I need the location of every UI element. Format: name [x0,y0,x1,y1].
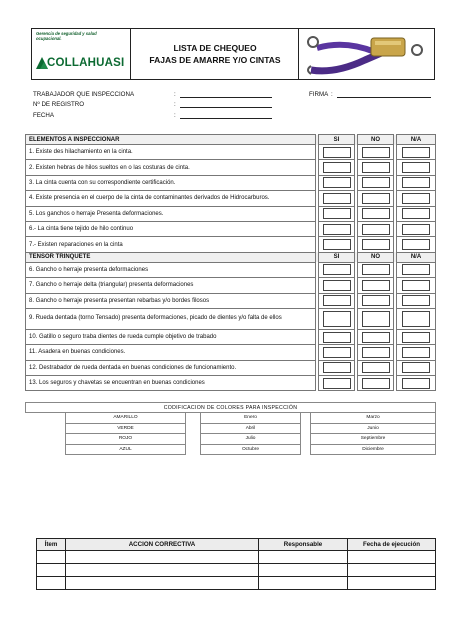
color-row [26,434,436,445]
item-cell[interactable] [37,551,66,564]
checklist-item-text: 2. Existen hebras de hilos sueltos en o las costuras de cinta. [26,160,316,175]
corrective-action-table [36,538,436,590]
color-name: VERDE [66,423,186,434]
color-month-2: Marzo [311,413,436,424]
date-cell[interactable] [348,551,436,564]
yes-checkbox[interactable] [323,162,351,173]
responsible-cell[interactable] [259,551,348,564]
color-coding-table [25,402,436,455]
registry-label: Nº DE REGISTRO [33,101,85,108]
checklist-row [26,262,436,277]
action-cell[interactable] [66,564,259,577]
inspector-label: TRABAJADOR QUE INSPECCIONA [33,91,135,98]
date-colon: : [174,112,176,119]
responsible-cell[interactable] [259,564,348,577]
color-month-1: Julio [201,434,301,445]
na-checkbox[interactable] [402,362,430,373]
checklist-row [26,293,436,308]
date-field[interactable] [180,118,272,119]
checklist-row [26,345,436,360]
col-yes-header: SI [319,252,355,262]
responsible-cell[interactable] [259,577,348,590]
no-checkbox[interactable] [362,147,390,158]
checklist-item-text: 6. Gancho o herraje presenta deformaciones [26,262,316,277]
na-checkbox[interactable] [402,224,430,235]
checklist-row [26,175,436,190]
checklist-item-text: 13. Los seguros y chavetas se encuentran en buenas condiciones [26,376,316,391]
col-responsible-header: Responsable [259,539,348,551]
ratchet-strap-image [305,30,431,78]
no-checkbox[interactable] [362,332,390,343]
yes-checkbox[interactable] [323,147,351,158]
no-checkbox[interactable] [362,347,390,358]
no-checkbox[interactable] [362,311,390,327]
checklist-item-text: 6.- La cinta tiene tejido de hilo continuo [26,221,316,236]
no-checkbox[interactable] [362,193,390,204]
registry-field[interactable] [180,107,272,108]
action-header-row [37,539,436,551]
yes-checkbox[interactable] [323,208,351,219]
checklist-item-text: 11. Asadera en buenas condiciones. [26,345,316,360]
checklist-item-text: 5. Los ganchos o herraje Presenta deformaciones. [26,206,316,221]
no-checkbox[interactable] [362,177,390,188]
na-checkbox[interactable] [402,193,430,204]
yes-checkbox[interactable] [323,264,351,275]
na-checkbox[interactable] [402,264,430,275]
yes-checkbox[interactable] [323,177,351,188]
col-date-header: Fecha de ejecución [348,539,436,551]
yes-checkbox[interactable] [323,239,351,250]
signature-field[interactable] [337,97,431,98]
checklist-item-text: 9. Rueda dentada (torno Tensado) presenta deformaciones, picado de dientes y/o falta de ellos [26,308,316,329]
color-month-1: Octubre [201,444,301,455]
na-checkbox[interactable] [402,280,430,291]
document-title: LISTA DE CHEQUEO [173,43,257,53]
no-checkbox[interactable] [362,280,390,291]
col-no-header: NO [358,135,394,145]
color-month-1: Enero [201,413,301,424]
company-tagline: Gerencia de seguridad y salud ocupacional. [36,31,97,41]
checklist-row [26,237,436,252]
na-checkbox[interactable] [402,162,430,173]
section2-header: TENSOR TRINQUETE [26,252,316,262]
checklist-item-text: 8. Gancho o herraje presenta presentan rebarbas y/o bordes filosos [26,293,316,308]
checklist-row [26,206,436,221]
color-row [26,444,436,455]
no-checkbox[interactable] [362,295,390,306]
color-month-2: Septiembre [311,434,436,445]
action-cell[interactable] [66,577,259,590]
no-checkbox[interactable] [362,162,390,173]
checklist-row [26,191,436,206]
na-checkbox[interactable] [402,177,430,188]
color-coding-title: CODIFICACION DE COLORES PARA INSPECCIÓN [26,403,436,413]
yes-checkbox[interactable] [323,193,351,204]
yes-checkbox[interactable] [323,280,351,291]
item-cell[interactable] [37,577,66,590]
signature-colon: : [331,91,333,98]
checklist-row [26,360,436,375]
color-name: AMARILLO [66,413,186,424]
color-month-1: Abril [201,423,301,434]
na-checkbox[interactable] [402,208,430,219]
section1-header: ELEMENTOS A INSPECCIONAR [26,135,316,145]
date-cell[interactable] [348,577,436,590]
checklist-row [26,145,436,160]
section1-header-row [26,135,436,145]
checklist-row [26,329,436,344]
checklist-item-text: 7. Gancho o herraje delta (triangular) presenta deformaciones [26,278,316,293]
action-row [37,551,436,564]
company-logo-text: COLLAHUASI [47,57,125,69]
no-checkbox[interactable] [362,224,390,235]
checklist-item-text: 1. Existe des hilachamiento en la cinta. [26,145,316,160]
col-yes-header: SI [319,135,355,145]
checklist-row [26,278,436,293]
action-row [37,577,436,590]
checklist-row [26,376,436,391]
yes-checkbox[interactable] [323,295,351,306]
checklist-item-text: 7.- Existen reparaciones en la cinta [26,237,316,252]
inspector-field[interactable] [180,97,272,98]
na-checkbox[interactable] [402,311,430,327]
color-name: ROJO [66,434,186,445]
na-checkbox[interactable] [402,295,430,306]
yes-checkbox[interactable] [323,362,351,373]
no-checkbox[interactable] [362,378,390,389]
col-na-header: N/A [397,135,436,145]
col-item-header: Ítem [37,539,66,551]
col-no-header: NO [358,252,394,262]
yes-checkbox[interactable] [323,224,351,235]
inspection-table [25,134,436,391]
item-cell[interactable] [37,564,66,577]
na-checkbox[interactable] [402,347,430,358]
na-checkbox[interactable] [402,332,430,343]
checklist-item-text: 4. Existe presencia en el cuerpo de la cinta de contaminantes derivados de Hidrocarburos. [26,191,316,206]
signature-label: FIRMA [309,91,329,98]
document-subtitle: FAJAS DE AMARRE Y/O CINTAS [149,55,281,65]
date-label: FECHA [33,112,54,119]
checklist-row [26,221,436,236]
checklist-item-text: 10. Gatillo o seguro traba dientes de rueda cumple objetivo de trabado [26,329,316,344]
col-action-header: ACCION CORRECTIVA [66,539,259,551]
no-checkbox[interactable] [362,239,390,250]
no-checkbox[interactable] [362,264,390,275]
yes-checkbox[interactable] [323,347,351,358]
inspector-colon: : [174,91,176,98]
na-checkbox[interactable] [402,239,430,250]
yes-checkbox[interactable] [323,378,351,389]
yes-checkbox[interactable] [323,311,351,327]
no-checkbox[interactable] [362,362,390,373]
title-area [131,28,299,80]
checklist-row [26,160,436,175]
action-cell[interactable] [66,551,259,564]
na-checkbox[interactable] [402,378,430,389]
no-checkbox[interactable] [362,208,390,219]
section2-header-row [26,252,436,262]
date-cell[interactable] [348,564,436,577]
yes-checkbox[interactable] [323,332,351,343]
col-na-header: N/A [397,252,436,262]
checklist-item-text: 3. La cinta cuenta con su correspondiente certificación. [26,175,316,190]
na-checkbox[interactable] [402,147,430,158]
color-month-2: Diciembre [311,444,436,455]
color-row [26,423,436,434]
color-month-2: Junio [311,423,436,434]
action-row [37,564,436,577]
registry-colon: : [174,101,176,108]
color-name: AZUL [66,444,186,455]
checklist-item-text: 12. Destrabador de rueda dentada en buenas condiciones de funcionamiento. [26,360,316,375]
color-row [26,413,436,424]
checklist-row [26,308,436,329]
